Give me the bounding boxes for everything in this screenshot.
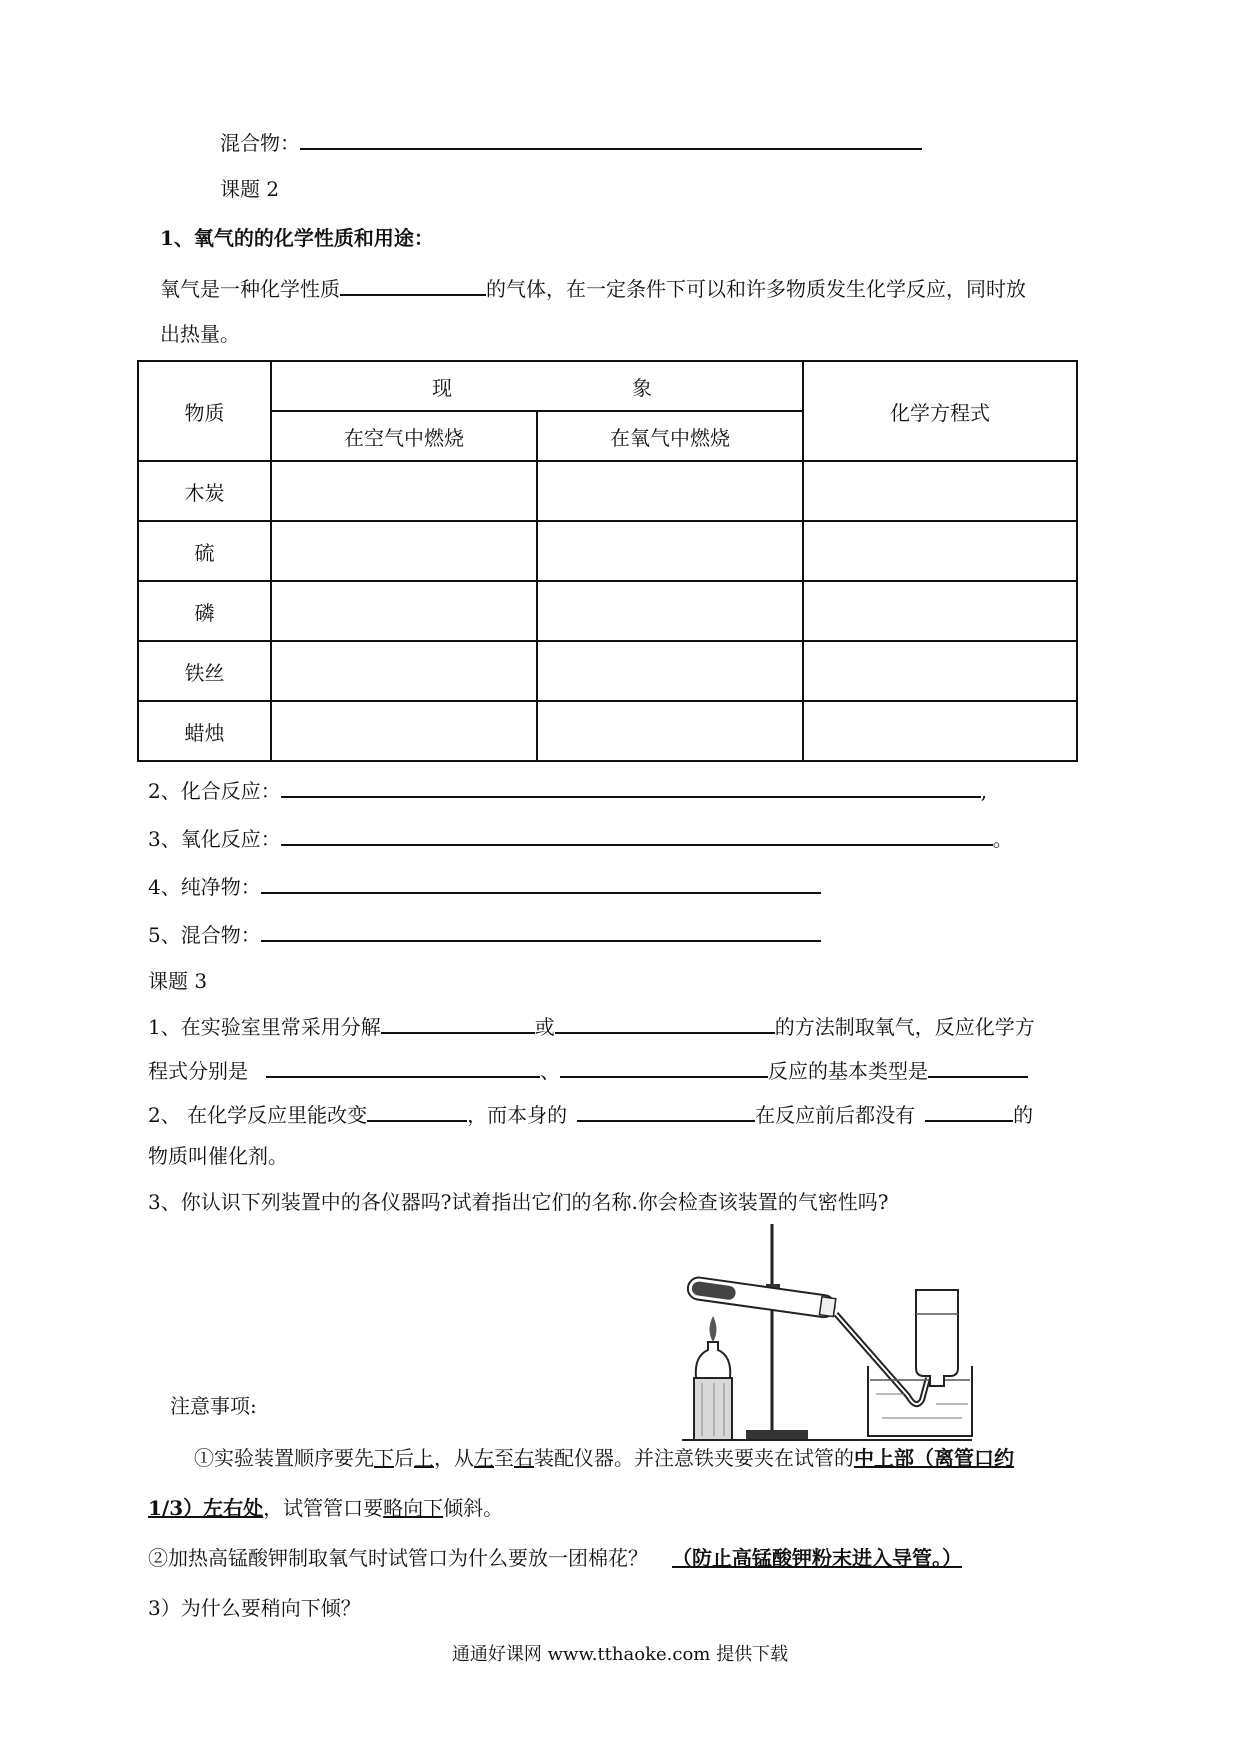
t3-q1-blank2[interactable] <box>555 1010 775 1034</box>
cell-air[interactable] <box>271 461 537 521</box>
delivery-tube-icon <box>836 1314 928 1404</box>
note1-line1 <box>194 1444 1014 1472</box>
note2-answer: （防止高锰酸钾粉末进入导管。） <box>672 1546 962 1570</box>
t3-q1-blank4[interactable] <box>560 1054 768 1078</box>
cell-air[interactable] <box>271 581 537 641</box>
cell-oxygen[interactable] <box>537 641 803 701</box>
cell-air[interactable] <box>271 701 537 761</box>
t3-q2-text-a: 2、 在化学反应里能改变 <box>148 1103 368 1127</box>
cell-air[interactable] <box>271 641 537 701</box>
note1-underline: 左 <box>474 1446 494 1470</box>
phenomenon-char-1: 现 <box>432 375 452 400</box>
cell-oxygen[interactable] <box>537 461 803 521</box>
cell-equation[interactable] <box>803 581 1077 641</box>
note1-underline: 右 <box>514 1446 534 1470</box>
cell-equation[interactable] <box>803 641 1077 701</box>
row-label: 硫 <box>138 521 271 581</box>
header-in-oxygen: 在氧气中燃烧 <box>537 411 803 461</box>
mixture-label: 混合物： <box>220 131 300 155</box>
note1-bold-answer: 中上部（离管口约 <box>854 1446 1014 1470</box>
row-label: 蜡烛 <box>138 701 271 761</box>
q2-label: 2、化合反应： <box>148 779 281 803</box>
q1-text-a: 氧气是一种化学性质 <box>160 277 340 301</box>
q1-text-b: 的气体，在一定条件下可以和许多物质发生化学反应，同时放 <box>486 277 1026 301</box>
t3-q1-text-b: 或 <box>534 1015 555 1039</box>
t3-q1-text-a: 1、在实验室里常采用分解 <box>148 1015 381 1039</box>
t3-q2-line1 <box>148 1098 1033 1129</box>
mixture-line <box>220 126 922 157</box>
row-label: 木炭 <box>138 461 271 521</box>
t3-q1-line1 <box>148 1010 1035 1041</box>
note1-underline: 下 <box>374 1446 394 1470</box>
q1-line2: 出热量。 <box>160 322 240 346</box>
note1-text: ，从 <box>434 1446 474 1470</box>
note1-text: 装配仪器。并注意铁夹要夹在试管的 <box>534 1446 854 1470</box>
cell-oxygen[interactable] <box>537 701 803 761</box>
q1-line1 <box>160 272 1026 303</box>
t3-q2-text-c: 在反应前后都没有 <box>755 1103 916 1127</box>
mixture-blank[interactable] <box>300 126 922 150</box>
cell-air[interactable] <box>271 521 537 581</box>
t3-q2-blank3[interactable] <box>925 1098 1013 1122</box>
q4-line <box>148 870 821 901</box>
gas-collecting-bottle-icon <box>916 1290 958 1386</box>
note2-question: ②加热高锰酸钾制取氧气时试管口为什么要放一团棉花？ <box>148 1546 648 1570</box>
q5-label: 5、混合物： <box>148 923 261 947</box>
q5-blank[interactable] <box>261 918 821 942</box>
q2-end: , <box>980 779 988 803</box>
q3-end: 。 <box>992 827 1013 851</box>
note1-text: 至 <box>494 1446 514 1470</box>
q3-line <box>148 822 1013 853</box>
cell-equation[interactable] <box>803 701 1077 761</box>
header-equation: 化学方程式 <box>803 361 1077 461</box>
note1-text: 后 <box>394 1446 414 1470</box>
q3-label: 3、氧化反应： <box>148 827 281 851</box>
note1-bold-answer: 1/3）左右处 <box>148 1496 264 1520</box>
t3-q1-blank3[interactable] <box>266 1054 540 1078</box>
oxygen-properties-table <box>137 360 1078 762</box>
cell-oxygen[interactable] <box>537 521 803 581</box>
header-in-air: 在空气中燃烧 <box>271 411 537 461</box>
t3-q1-text-c: 的方法制取氧气，反应化学方 <box>774 1015 1035 1039</box>
q2-line <box>148 774 987 805</box>
t3-q1-text-e: 、 <box>540 1059 560 1083</box>
t3-q1-text-f: 反应的基本类型是 <box>768 1059 928 1083</box>
topic2-heading: 课题 2 <box>220 177 280 201</box>
q1-blank[interactable] <box>340 272 486 296</box>
t3-q2-line2: 物质叫催化剂。 <box>148 1144 288 1168</box>
alcohol-lamp-icon <box>696 1342 731 1378</box>
test-tube-icon <box>686 1276 836 1318</box>
header-phenomenon <box>271 361 803 411</box>
note3-line: 3）为什么要稍向下倾？ <box>148 1596 361 1620</box>
note1-line2 <box>148 1494 503 1522</box>
t3-q1-line2 <box>148 1054 1028 1085</box>
oxygen-apparatus-diagram <box>672 1218 982 1448</box>
t3-q2-text-b: ，而本身的 <box>467 1103 568 1127</box>
notes-title: 注意事项: <box>170 1394 257 1418</box>
q3-blank[interactable] <box>281 822 993 846</box>
cell-equation[interactable] <box>803 521 1077 581</box>
q4-blank[interactable] <box>261 870 821 894</box>
cell-oxygen[interactable] <box>537 581 803 641</box>
note1-text: ，试管管口要 <box>263 1496 384 1520</box>
t3-q2-blank1[interactable] <box>367 1098 467 1122</box>
row-label: 磷 <box>138 581 271 641</box>
t3-q2-blank2[interactable] <box>577 1098 755 1122</box>
t3-q1-text-d: 程式分别是 <box>148 1059 248 1083</box>
note1-underline: 略向下 <box>383 1496 444 1520</box>
note2-line <box>148 1544 962 1572</box>
cell-equation[interactable] <box>803 461 1077 521</box>
t3-q2-text-d: 的 <box>1013 1103 1034 1127</box>
q5-line <box>148 918 821 949</box>
note1-text: 倾斜。 <box>443 1496 504 1520</box>
note1-underline: 上 <box>414 1446 434 1470</box>
iron-stand-base-icon <box>746 1430 808 1439</box>
row-label: 铁丝 <box>138 641 271 701</box>
t3-q3: 3、你认识下列装置中的各仪器吗?试着指出它们的名称.你会检查该装置的气密性吗? <box>148 1190 889 1214</box>
q1-title: 1、氧气的的化学性质和用途： <box>160 226 434 250</box>
q2-blank[interactable] <box>281 774 981 798</box>
page-footer: 通通好课网 www.tthaoke.com 提供下载 <box>451 1644 789 1665</box>
phenomenon-char-2: 象 <box>632 375 652 400</box>
t3-q1-blank1[interactable] <box>381 1010 535 1034</box>
wooden-block-icon <box>694 1378 732 1440</box>
topic3-heading: 课题 3 <box>148 969 208 993</box>
t3-q1-blank5[interactable] <box>928 1054 1028 1078</box>
q4-label: 4、纯净物： <box>148 875 261 899</box>
note1-text: ①实验装置顺序要先 <box>194 1446 374 1470</box>
header-substance: 物质 <box>138 361 271 461</box>
